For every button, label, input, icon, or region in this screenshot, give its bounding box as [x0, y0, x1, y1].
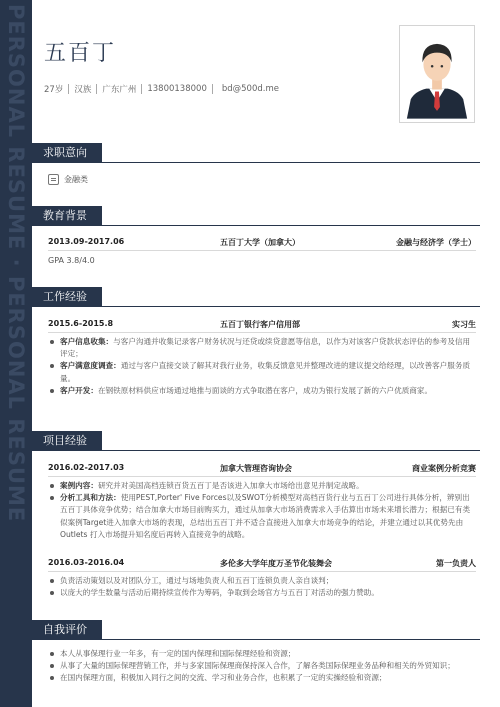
list-item: 本人从事保理行业一年多，有一定的国内保理和国际保理经验和资源；	[48, 648, 476, 660]
side-decoration-band	[0, 0, 32, 707]
item-key: 客户开发：	[60, 385, 98, 395]
project-name: 加拿大管理咨询协会	[220, 464, 292, 473]
item-key: 客户满意度调查：	[60, 361, 121, 371]
item-text: 在钢铁原材料供应市场通过地推与面谈的方式争取潜在客户，成功为银行发展了新的六户优质商家。	[97, 385, 433, 395]
item-text: 负责活动策划以及对团队分工，通过与场地负责人和五百丁连锁负责人亲自谈判；	[60, 576, 334, 585]
job-intent	[48, 174, 88, 185]
section-title: 教育背景	[32, 206, 102, 226]
section-header-intent	[32, 143, 480, 163]
project-details	[48, 575, 476, 599]
side-watermark-text: PERSONAL RESUME · PERSONAL RESUME	[4, 4, 28, 523]
item-text: 研究并对美国高档连锁百货五百丁是否该进入加拿大市场给出意见并制定战略。	[97, 481, 364, 490]
project-period: 2016.03-2016.04	[48, 558, 125, 567]
section-title: 自我评价	[32, 620, 102, 640]
location: 广东广州	[102, 85, 137, 95]
separator	[141, 84, 142, 94]
project-role: 商业案例分析竞赛	[412, 464, 476, 473]
section-rule	[102, 450, 480, 451]
item-text: 通过与客户直接交谈了解其对我行业务，收集反馈意见并整理改进的建议提交给经理，以改善客户服务质量。	[60, 361, 471, 383]
separator	[68, 84, 69, 94]
list-item	[48, 336, 476, 360]
project-period: 2016.02-2017.03	[48, 463, 125, 472]
email: bd@500d.me	[221, 84, 279, 94]
section-rule	[102, 162, 480, 163]
avatar-illustration	[403, 29, 471, 119]
list-item	[48, 385, 476, 397]
work-role: 实习生	[452, 320, 476, 329]
section-header-work	[32, 287, 480, 307]
list-item	[48, 575, 476, 587]
item-key: 分析工具和方法：	[60, 493, 121, 503]
job-intent-value: 金融类	[64, 175, 88, 184]
education-major: 金融与经济学（学士）	[396, 238, 476, 247]
item-key: 客户信息收集：	[60, 337, 114, 346]
section-rule	[102, 225, 480, 226]
row-divider	[48, 250, 476, 251]
row-divider	[48, 571, 476, 572]
profile-photo	[399, 25, 475, 123]
item-key: 案例内容：	[60, 481, 98, 490]
list-item	[48, 480, 476, 492]
contact-line	[44, 83, 279, 95]
section-rule	[102, 639, 480, 640]
education-gpa: GPA 3.8/4.0	[48, 256, 95, 265]
project-role: 第一负责人	[436, 559, 476, 568]
project-name: 多伦多大学年度万圣节化装舞会	[220, 559, 332, 568]
item-text: 以庞大的学生数量与活动后期持续宣传作为筹码，争取到会场官方与五百丁对活动的强力赞助。	[60, 588, 379, 598]
section-header-projects	[32, 431, 480, 451]
section-header-self	[32, 620, 480, 640]
project-details	[48, 480, 476, 541]
section-rule	[102, 306, 480, 307]
section-header-education	[32, 206, 480, 226]
separator	[96, 84, 97, 94]
phone: 13800138000	[147, 84, 207, 94]
row-divider	[48, 476, 476, 477]
self-evaluation	[48, 648, 476, 685]
list-item: 从事了大量的国际保理营销工作，并与多家国际保理商保持深入合作，了解各类国际保理业务品种和相关的外贸知识；	[48, 660, 476, 672]
age: 27岁	[44, 85, 64, 95]
document-icon	[48, 174, 59, 185]
item-text: 使用PEST,Porter' Five Forces以及SWOT分析模型对高档百货行业与五百丁公司进行具体分析，辨别出五百丁具体竞争优势；结合加拿大市场目前购买力，通过从加拿大市场消费需求入手估算出市场未来增长潜力；根据已有类似案例Target进入加拿大市场的表现，总结出五百丁并不适合直接进入加拿大市场竞争的结论，并建立通过以其优势先由 Outlets 打入市场提升知名度后再转入直接竞争的战略。	[60, 493, 471, 539]
education-period: 2013.09-2017.06	[48, 237, 125, 246]
section-title: 项目经验	[32, 431, 102, 451]
candidate-name: 五百丁	[44, 41, 117, 66]
ethnicity: 汉族	[74, 85, 92, 95]
work-period: 2015.6-2015.8	[48, 319, 114, 328]
section-title: 求职意向	[32, 143, 102, 163]
work-company: 五百丁银行客户信用部	[220, 320, 300, 329]
section-title: 工作经验	[32, 287, 102, 307]
education-school: 五百丁大学（加拿大）	[220, 238, 300, 247]
work-duties	[48, 336, 476, 397]
separator	[212, 84, 213, 94]
list-item	[48, 360, 476, 384]
item-text: 与客户沟通并收集记录客户财务状况与还贷或续贷意愿等信息，以作为对该客户贷款状态评估的参考及信用评定；	[60, 337, 471, 359]
list-item: 在国内保理方面，积极加入同行之间的交流、学习和业务合作，也积累了一定的实操经验和资源；	[48, 672, 476, 684]
list-item	[48, 587, 476, 599]
row-divider	[48, 332, 476, 333]
list-item	[48, 492, 476, 541]
